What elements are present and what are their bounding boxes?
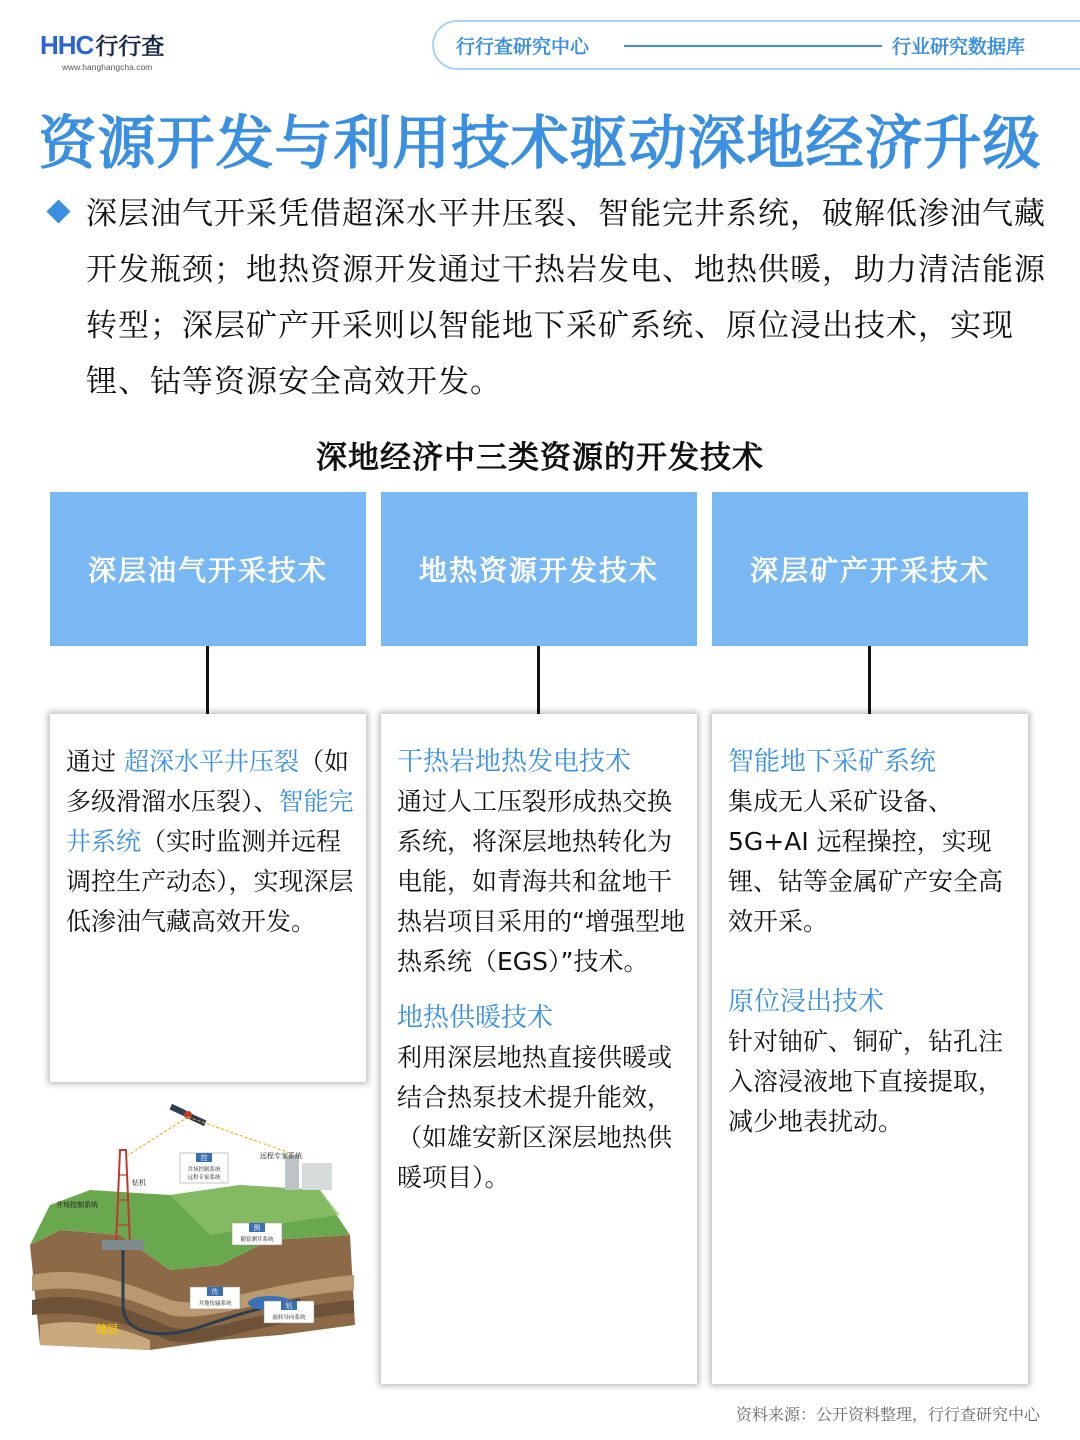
text-segment: （实时监测并远程调控生产动态），实现深层低渗油气藏高效开发。: [66, 827, 354, 936]
logo-mark: HHC: [40, 30, 94, 60]
measure-box-label: 测: [253, 1224, 261, 1232]
highlight-term: 超深水平井压裂: [123, 747, 299, 776]
category-header-geothermal: 地热资源开发技术: [381, 492, 697, 646]
wellsite-label: 井场控制系统: [56, 1201, 98, 1209]
page-title: 资源开发与利用技术驱动深地经济升级: [38, 109, 1042, 177]
subsection-title: 干热岩地热发电技术: [397, 747, 632, 777]
content-box-oil-gas: [50, 714, 366, 1082]
company-logo: [40, 28, 190, 72]
remote-expert-label: 远程专家系统: [260, 1152, 302, 1160]
highlight-term: 智能完井系统: [66, 787, 354, 856]
content-box-minerals: [712, 714, 1028, 1384]
connector-line: [537, 646, 540, 716]
drill-box-label: 钻: [285, 1302, 293, 1310]
subsection-title: 智能地下采矿系统: [728, 747, 937, 777]
database-label: 行业研究数据库: [892, 36, 1026, 58]
text-segment: （如多级滑溜水压裂）、: [66, 747, 349, 816]
research-center-label: 行行查研究中心: [456, 36, 590, 58]
header-divider-line: [624, 45, 882, 47]
drilling-system-illustration: [20, 1095, 370, 1365]
measure-text: 随钻测井系统: [240, 1237, 274, 1243]
connector-line: [868, 646, 871, 716]
control-text1: 井场控制系统: [187, 1167, 221, 1173]
subsection-text: 通过人工压裂形成热交换系统，将深层地热转化为电能，如青海共和盆地干热岩项目采用的“增强型地热系统（EGS）”技术。: [397, 787, 685, 976]
section-title: 深地经济中三类资源的开发技术: [316, 440, 764, 476]
text-segment: 通过: [66, 747, 124, 776]
subsection-title: 地热供暖技术: [397, 1003, 554, 1033]
subsection-title: 原位浸出技术: [728, 987, 885, 1017]
category-header-minerals: 深层矿产开采技术: [712, 492, 1028, 646]
transmit-text: 井地传输系统: [198, 1301, 232, 1307]
header-banner: [432, 20, 1080, 70]
reservoir-label: 储层: [96, 1323, 118, 1336]
subsection-text: 利用深层地热直接供暖或结合热泵技术提升能效，（如雄安新区深层地热供暖项目）。: [397, 1043, 673, 1192]
drill-text: 旋转导向系统: [272, 1315, 306, 1321]
control-box-label: 控: [200, 1154, 208, 1162]
control-text2: 远程专家系统: [187, 1175, 221, 1181]
source-note: 资料来源：公开资料整理，行行查研究中心: [735, 1405, 1040, 1424]
logo-url: www.hanghangcha.com: [62, 62, 153, 72]
logo-name: 行行查: [95, 34, 165, 60]
rig-label: 钻机: [132, 1179, 146, 1187]
bullet-diamond-icon: [46, 199, 70, 223]
category-header-oil-gas: 深层油气开采技术: [50, 492, 366, 646]
subsection-text: 集成无人采矿设备、5G+AI 远程操控，实现锂、钴等金属矿产安全高效开采。: [728, 787, 1004, 936]
transmit-box-label: 传: [211, 1288, 219, 1296]
oil-gas-description: [66, 742, 356, 942]
connector-line: [206, 646, 209, 716]
subsection-text: 针对铀矿、铜矿，钻孔注入溶浸液地下直接提取，减少地表扰动。: [728, 1027, 1004, 1136]
content-box-geothermal: [381, 714, 697, 1384]
intro-paragraph: 深层油气开采凭借超深水平井压裂、智能完井系统，破解低渗油气藏开发瓶颈；地热资源开发通过干热岩发电、地热供暖，助力清洁能源转型；深层矿产开采则以智能地下采矿系统、原位浸出技术，实现锂、钴等资源安全高效开发。: [86, 196, 1046, 400]
